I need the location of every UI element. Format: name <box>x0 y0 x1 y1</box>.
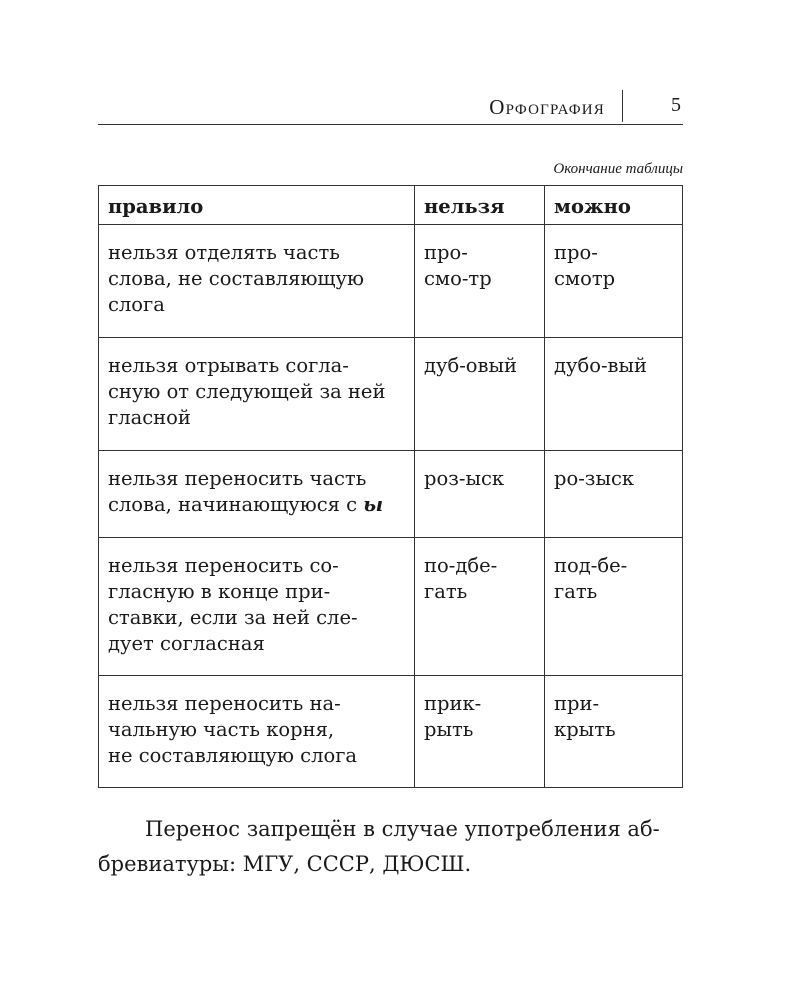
right-example-cell: про- смотр <box>545 225 683 338</box>
body-paragraph: Перенос запрещён в случае употребления аб- бревиатуры: МГУ, СССР, ДЮСШ. <box>98 817 660 876</box>
page-number: 5 <box>671 94 681 116</box>
table-caption: Окончание таблицы <box>553 161 683 177</box>
header-divider <box>622 90 624 122</box>
table-row <box>99 676 683 788</box>
wrong-example-cell: роз-ыск <box>415 451 545 538</box>
rule-letter: ы <box>363 493 384 516</box>
table-row <box>99 451 683 538</box>
column-header-right: можно <box>545 186 683 225</box>
hyphenation-rules-table <box>98 185 683 788</box>
wrong-example-cell: дуб-овый <box>415 338 545 451</box>
wrong-example-cell: по-дбе- гать <box>415 538 545 676</box>
table-row <box>99 225 683 338</box>
rule-text: нельзя переносить часть слова, начинающуюся с <box>108 467 367 516</box>
right-example-cell: дубо-вый <box>545 338 683 451</box>
right-example-cell: под-бе- гать <box>545 538 683 676</box>
table-row <box>99 538 683 676</box>
table-row <box>99 338 683 451</box>
section-title: Орфография <box>489 95 605 119</box>
rule-cell: нельзя отрывать согла- сную от следующей за ней гласной <box>99 338 415 451</box>
right-example-cell: ро-зыск <box>545 451 683 538</box>
wrong-example-cell: про- смо-тр <box>415 225 545 338</box>
column-header-rule: правило <box>99 186 415 225</box>
table-header-row <box>99 186 683 225</box>
rule-cell: нельзя переносить на- чальную часть корня, не составляющую слога <box>99 676 415 788</box>
rule-cell <box>99 451 415 538</box>
column-header-wrong: нельзя <box>415 186 545 225</box>
wrong-example-cell: прик- рыть <box>415 676 545 788</box>
running-head <box>98 90 683 125</box>
right-example-cell: при- крыть <box>545 676 683 788</box>
rule-cell: нельзя отделять часть слова, не составляющую слога <box>99 225 415 338</box>
rule-cell: нельзя переносить со- гласную в конце при- ставки, если за ней сле- дует согласная <box>99 538 415 676</box>
